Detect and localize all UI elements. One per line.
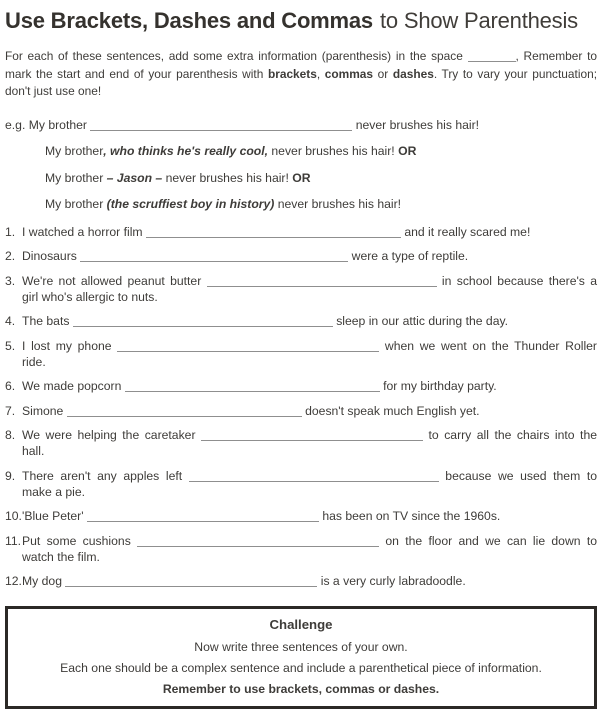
question-text	[22, 534, 597, 564]
text-run: never brushes his hair!	[268, 144, 399, 158]
answer-blank	[117, 342, 379, 352]
question-text	[22, 469, 597, 499]
answer-blank	[73, 317, 333, 327]
text-run: never brushes his hair!	[274, 197, 402, 211]
question-number: 5.	[5, 338, 16, 353]
text-run: For each of these sentences, add some extra information (parenthesis) in the space	[5, 49, 468, 63]
question-number: 8.	[5, 428, 16, 442]
text-run: OR	[398, 144, 417, 158]
question-text	[22, 379, 497, 393]
example-answer	[45, 197, 597, 213]
text-run: . Try to vary your punctuation; don't just use one!	[5, 66, 598, 98]
text-run: ,	[316, 66, 325, 81]
text-run: never brushes his hair!	[352, 117, 480, 132]
challenge-line: Now write three sentences of your own.	[194, 640, 408, 654]
question-text	[22, 339, 597, 369]
question-number: 9.	[5, 468, 16, 483]
question-number: 10.	[5, 509, 22, 523]
question-item	[5, 313, 597, 329]
text-run: My brother	[45, 170, 107, 185]
question-number: 1.	[5, 224, 16, 239]
text-run: has been on TV since the 1960s.	[318, 509, 501, 523]
text-run: Simone	[22, 403, 67, 418]
text-run: and it really scared me!	[400, 224, 531, 239]
question-text	[22, 574, 466, 588]
text-run: 'Blue Peter'	[22, 509, 87, 523]
text-run: – Jason –	[106, 170, 163, 185]
text-run: , who thinks he's really cool,	[103, 144, 269, 158]
question-number: 2.	[5, 249, 16, 263]
instructions-paragraph	[5, 48, 597, 101]
example-answer	[45, 144, 597, 160]
text-run: I watched a horror film	[22, 224, 146, 239]
text-run: , Remember to mark the start and end of your parenthesis with	[5, 49, 597, 81]
question-text	[22, 249, 468, 263]
challenge-box	[5, 606, 597, 709]
text-run: We made popcorn	[22, 379, 125, 393]
example-prompt	[5, 118, 597, 134]
question-item	[5, 573, 597, 589]
text-run: because we used them to make a pie.	[22, 468, 597, 499]
answer-blank	[125, 382, 380, 392]
text-run: e.g. My brother	[5, 117, 91, 132]
text-run: in school because there's a girl who's allergic to nuts.	[22, 273, 598, 304]
text-run: My dog	[22, 574, 66, 588]
question-item	[5, 468, 597, 500]
example-section	[5, 118, 597, 213]
page-title-light: to Show Parenthesis	[379, 8, 578, 33]
page-title	[5, 7, 597, 35]
text-run: My brother	[45, 144, 104, 158]
page-title-bold: Use Brackets, Dashes and Commas	[5, 8, 373, 33]
question-number: 4.	[5, 314, 16, 328]
text-run: There aren't any apples left	[22, 468, 189, 483]
text-run: commas	[324, 66, 374, 81]
text-run: Put some cushions	[22, 533, 138, 548]
text-run: sleep in our attic during the day.	[332, 314, 509, 328]
text-run: My brother	[45, 197, 107, 211]
text-run: OR	[292, 170, 311, 185]
question-number: 6.	[5, 379, 16, 393]
text-run: doesn't speak much English yet.	[301, 403, 480, 418]
text-run: for my birthday party.	[379, 379, 497, 393]
answer-blank	[65, 577, 317, 587]
question-number: 3.	[5, 273, 16, 288]
question-number: 11.	[5, 533, 22, 548]
text-run: I lost my phone	[22, 338, 118, 353]
text-run: when we went on the Thunder Roller ride.	[22, 338, 597, 369]
text-run: We were helping the caretaker	[22, 428, 202, 442]
text-run: never brushes his hair!	[162, 170, 293, 185]
question-item	[5, 248, 597, 264]
answer-blank	[146, 228, 401, 238]
challenge-line: Remember to use brackets, commas or dashes.	[162, 682, 440, 696]
question-item	[5, 273, 597, 305]
text-run: on the floor and we can lie down to watch the film.	[22, 533, 597, 564]
text-run: dashes	[392, 66, 434, 81]
question-text	[22, 314, 508, 328]
question-number: 12.	[5, 574, 22, 588]
text-run: is a very curly labradoodle.	[317, 574, 466, 588]
answer-blank	[201, 431, 423, 441]
answer-blank	[207, 277, 437, 287]
question-item	[5, 403, 597, 419]
text-run: The bats	[22, 314, 73, 328]
question-text	[22, 274, 597, 304]
text-run: (the scruffiest boy in history)	[106, 197, 275, 211]
answer-blank	[90, 121, 352, 131]
answer-blank	[80, 252, 348, 262]
answer-blank	[87, 512, 319, 522]
question-item	[5, 338, 597, 370]
answer-blank	[189, 472, 439, 482]
challenge-heading: Challenge	[269, 617, 333, 632]
text-run: to carry all the chairs into the hall.	[22, 428, 598, 458]
answer-blank	[468, 52, 516, 62]
question-item	[5, 378, 597, 394]
example-answer	[45, 171, 597, 187]
question-item	[5, 427, 597, 459]
text-run: Dinosaurs	[22, 249, 81, 263]
question-text	[22, 225, 530, 239]
question-list	[5, 224, 597, 590]
answer-blank	[137, 537, 379, 547]
text-run: were a type of reptile.	[348, 249, 469, 263]
question-text	[22, 509, 500, 523]
question-text	[22, 428, 597, 458]
question-item	[5, 533, 597, 565]
question-item	[5, 224, 597, 240]
challenge-line: Each one should be a complex sentence and include a parenthetical piece of information.	[60, 661, 542, 675]
text-run: We're not allowed peanut butter	[22, 273, 207, 288]
example-answers	[45, 144, 597, 213]
answer-blank	[67, 407, 302, 417]
text-run: brackets	[267, 66, 317, 81]
text-run: or	[373, 66, 393, 81]
question-text	[22, 404, 480, 418]
question-item	[5, 508, 597, 524]
question-number: 7.	[5, 403, 16, 418]
